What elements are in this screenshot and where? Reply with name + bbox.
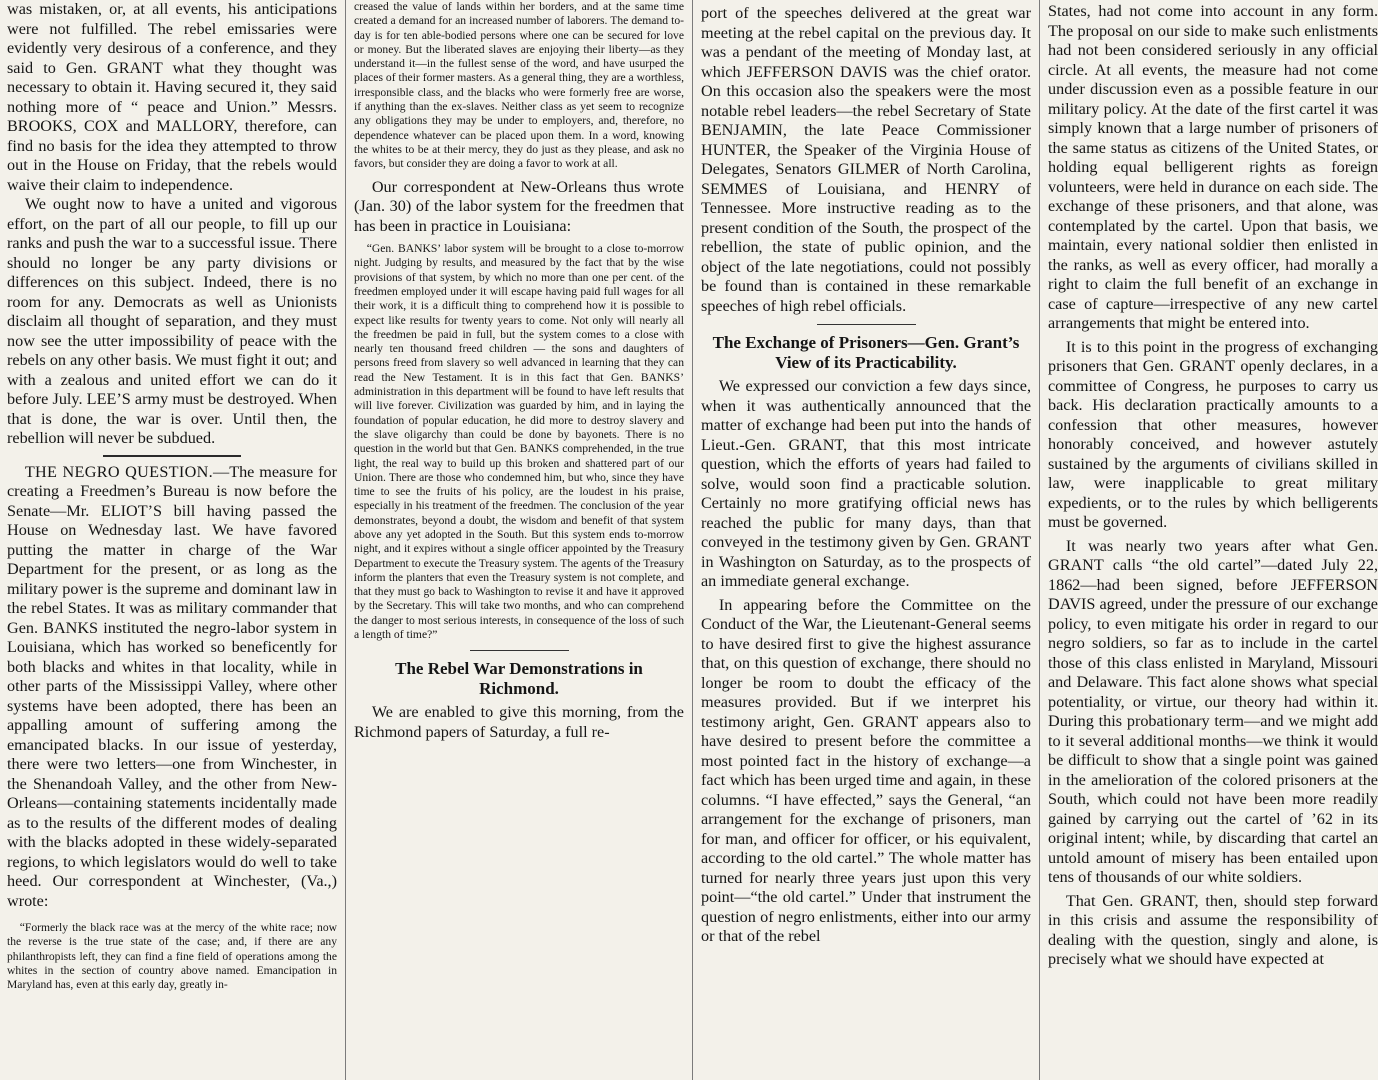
article-text: We ought now to have a united and vigorous effort, on the part of all our people, to fill up our ranks and push the war to a successful issue. There should no longer be any party divisions or differences on this subject. Indeed, there is no room for any. Democrats as well as Unionists disclaim all thought of separation, and they must now see the utter impossibility of peace with the rebels on any other basis. We must fight it out; and with a zealous and united effort we can do it before July. LEE’S army must be destroyed. When that is done, the war is over. Until then, the rebellion will never be subdued. <box>7 195 337 447</box>
section-lead: THE NEGRO QUESTION. <box>24 462 213 481</box>
column-separator <box>470 650 569 651</box>
quoted-letter: “Gen. BANKS’ labor system will be brought to a close to-morrow night. Judging by results, and measured by the fact that by the wise provisions of that system, by which no more than one per cent. of the freedmen employed under it will escape having paid full wages for all their work, it is a difficult thing to comprehend how it is possible to expect like results for twenty years to come. Not only will nearly all the freedmen be paid in full, but the system comes to a close with nearly ten thousand freed children — the sons and daughters of persons freed from slavery so well advanced in learning that they can read the New Testament. It is in this fact that Gen. BANKS’ administration in this department will be found to have left results that will live forever. Civilization was guarded by him, and in laying the foundation of popular education, he did more to destroy slavery and the slave oligarchy than could be done by bayonets. There is no question in the world but that Gen. BANKS comprehended, in the true light, the real way to build up this broken and shattered part of our Union. There are those who condemned him, but who, since they have time to see the fruits of his policy, are the loudest in his praise, especially in his treatment of the freedmen. The conclusion of the year demonstrates, beyond a doubt, the wisdom and benefit of that system above any yet adopted in the South. But this system ends to-morrow night, and it expires without a single officer appointed by the Treasury Department to execute the Treasury system. The agents of the Treasury inform the planters that even the Treasury system is not complete, and that they must go back to Washington to revise it and have it approved by the Secretary. This will take two months, and who can comprehend the danger to most serious interests, in consequence of the loss of such a length of time?” <box>354 242 684 642</box>
article-heading: The Rebel War Demonstrations in Richmond. <box>395 659 643 699</box>
article-heading: The Exchange of Prisoners—Gen. Grant’s View of its Practicability. <box>712 333 1020 372</box>
article-text: It was nearly two years after what Gen. GRANT calls “the old cartel”—dated July 22, 1862—had been signed, before JEFFERSON DAVIS agreed, under the pressure of our exchange policy, to even mitigate his order in regard to our negro soldiers, so far as to include in the cartel those of this class enlisted in Maryland, Missouri and Delaware. This fact alone shows what special potentiality, or virtue, our theory had within it. During this probationary term—and we might add to it several additional months—we think it would be difficult to show that a single point was gained in the amelioration of the colored prisoners at the South, which could not have been more readily gained by carrying out the cartel of ’62 in its original intent; while, by discarding that cartel an untold amount of misery has been entailed upon tens of thousands of our white soldiers. <box>1048 536 1378 886</box>
column-3 <box>697 0 1035 1080</box>
article-text: was mistaken, or, at all events, his anticipations were not fulfilled. The rebel emissaries were evidently very desirous of a conference, and they said to Gen. GRANT what they thought was necessary to obtain it. Having secured it, they said nothing more of “ peace and Union.” Messrs. BROOKS, COX and MALLORY, therefore, can find no basis for the idea they attempted to throw out in the House on Friday, that the rebels would waive their claim to independence. <box>7 0 337 194</box>
quoted-letter: “Formerly the black race was at the mercy of the white race; now the reverse is the true state of the case; and, if there are any philanthropists left, they can find a fine field of operations among the whites in the section of country above named. Emancipation in Maryland has, even at this early day, greatly in- <box>7 921 337 992</box>
article-text: —The measure for creating a Freedmen’s Bureau is now before the Senate—Mr. ELIOT’S bill having passed the House on Wednesday last. We have favored putting the matter in charge of the War Department for the present, or as long as the military power is the supreme and dominant law in the rebel States. It was as military commander that Gen. BANKS instituted the negro-labor system in Louisiana, which has worked so beneficently for both blacks and whites in that locality, while in other parts of the Mississippi Valley, where other systems have been adopted, there has been an appalling amount of suffering among the emancipated blacks. In our issue of yesterday, there were two letters—one from Winchester, in the Shenandoah Valley, and the other from New-Orleans—containing statements incidentally made as to the results of the different modes of dealing with the blacks adopted in these widely-separated regions, to which legislators would do well to take heed. Our correspondent at Winchester, (Va.,) wrote: <box>7 462 337 910</box>
article-text: We expressed our conviction a few days since, when it was authentically announced that the matter of exchange had been put into the hands of Lieut.-Gen. GRANT, that this most intricate question, which the efforts of years had failed to solve, would soon find a practicable solution. Certainly no more gratifying official news has reached the public for many days, than that conveyed in the testimony given by Gen. GRANT in Washington on Saturday, as to the prospects of an immediate general exchange. <box>701 377 1031 590</box>
column-separator <box>817 324 916 325</box>
article-text: port of the speeches delivered at the great war meeting at the rebel capital on the previous day. It was a pendant of the meeting of Monday last, at which JEFFERSON DAVIS was the chief orator. On this occasion also the speakers were the most notable rebel leaders—the rebel Secretary of State BENJAMIN, the late Peace Commissioner HUNTER, the Speaker of the Virginia House of Delegates, Senators GILMER of North Carolina, SEMMES of Louisiana, and HENRY of Tennessee. More instructive reading as to the present condition of the South, the prospect of the rebellion, the state of public opinion, and the object of the late negotiations, could not possibly be found than is contained in these remarkable speeches of high rebel officials. <box>701 4 1031 315</box>
negro-question-paragraph <box>7 463 337 912</box>
article-text: In appearing before the Committee on the Conduct of the War, the Lieutenant-General seems to have desired first to give the highest assurance that, on this question of exchange, there should no longer be room to doubt the efficacy of the measures provided. But if we interpret his testimony aright, Gen. GRANT appears also to have desired to present before the committee a most pointed fact in the history of exchange—a fact which has been urged time and again, in these columns. “I have effected,” says the General, “an arrangement for the exchange of prisoners, man for man, and officer for officer, or his equivalent, according to the old cartel.” The whole matter has turned for nearly three years just upon this very point—“the old cartel.” Under that instrument the question of negro enlistments, either into our army or that of the rebel <box>701 595 1031 945</box>
column-1 <box>3 0 341 1080</box>
column-rule <box>692 0 693 1080</box>
column-separator <box>103 455 242 457</box>
article-text: States, had not come into account in any form. The proposal on our side to make such enlistments had not been considered seriously in any official circle. At all events, the measure had not come under discussion even as a possible feature in our military policy. At the date of the first cartel it was simply known that a large number of prisoners of the same status as citizens of the United States, or holding equal belligerent rights as foreign volunteers, were held in durance on each side. The exchange of these prisoners, and that alone, was contemplated by the cartel. Upon that basis, we maintain, every national soldier then enlisted in the ranks, as well as every officer, had morally a right to claim the full benefit of an exchange in case of capture—irrespective of any new cartel arrangements that might be entered into. <box>1048 2 1378 332</box>
article-text: We are enabled to give this morning, from the Richmond papers of Saturday, a full re- <box>354 703 684 741</box>
column-4 <box>1044 0 1378 1080</box>
article-text: Our correspondent at New-Orleans thus wrote (Jan. 30) of the labor system for the freedmen that has been in practice in Louisiana: <box>354 177 684 235</box>
article-text: That Gen. GRANT, then, should step forward in this crisis and assume the responsibility of dealing with the question, singly and alone, is precisely what we should have expected at <box>1048 891 1378 968</box>
column-rule <box>1039 0 1040 1080</box>
column-rule <box>345 0 346 1080</box>
article-text: It is to this point in the progress of exchanging prisoners that Gen. GRANT openly declares, in a committee of Congress, he purposes to carry us back. His declaration practically amounts to a confession that other measures, however honorably conceived, and however astutely sustained by the arguments of civilians skilled in law, were inapplicable to great military expedients, or to the rules by which belligerents must be governed. <box>1048 337 1378 531</box>
column-2 <box>350 0 688 1080</box>
quoted-letter: creased the value of lands within her borders, and at the same time created a demand for an increased number of laborers. The demand to-day is for ten able-bodied persons where one can be secured for love or money. But the liberated slaves are enjoying their liberty—as they understand it—in the fullest sense of the word, and have usurped the places of their former masters. As a general thing, they are a worthless, irresponsible class, and the blacks who were formerly free are worse, if anything than the ex-slaves. Neither class as yet seem to recognize any obligations they may be under to employers, and, therefore, no dependence whatever can be placed upon them. In a word, knowing the whites to be at their mercy, they do just as they please, and ask no favors, but consider they are doing a favor to work at all. <box>354 0 684 171</box>
